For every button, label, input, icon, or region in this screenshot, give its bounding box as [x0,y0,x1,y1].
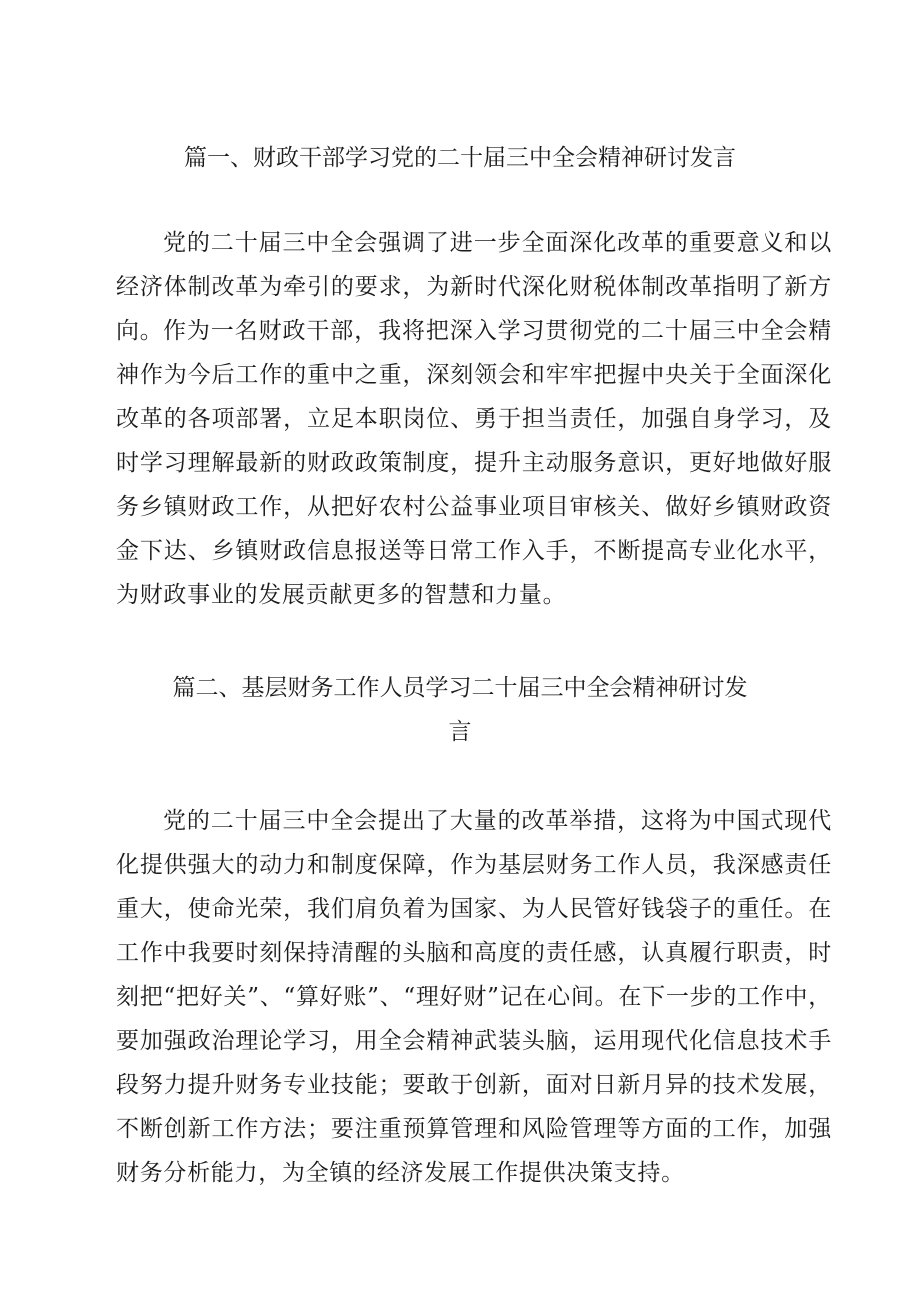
section-2-title-line-2: 言 [448,719,472,745]
section-1-paragraph-1: 党的二十届三中全会强调了进一步全面深化改革的重要意义和以经济体制改革为牵引的要求，为新时代深化财税体制改革指明了新方向。 [116,230,832,344]
section-2-title-line-1: 篇二、基层财务工作人员学习二十届三中全会精神研讨发 [172,675,748,701]
section-1-paragraph-2: 作为一名财政干部，我将把深入学习贯彻党的二十届三中全会精神作为今后工作的重中之重，深刻领会和牢牢把握中央关于全面深化改革的各项部署，立足本职岗位、勇于担当责任，加强自身学习，及时学习理解最新的财政政策制度，提升主动服务意识，更好地做好服务乡镇财政工作，从把好农村公益事业项目审核关、做好乡镇财政资金下达、乡镇财政信息报送等日常工作入手，不断提高专业化水平，为财政事业的发展贡献更多的智慧和力量。 [116,318,832,608]
section-2-paragraph-1: 党的二十届三中全会提出了大量的改革举措，这将为中国式现代化提供强大的动力和制度保障，作为基层财务工作人员，我深感责任重大，使命光荣，我们肩负着为国家、为人民管好钱袋子的重任。在工作中我要时刻保持清醒的头脑和高度的责任感，认真履行职责，时刻把“把好关”、“算好账”、“理好财”记在心间。在下一步的工作中，要加强政治理论学习，用全会精神武装头脑，运用现代化信息技术手段努力提升财务专业技能；要敢于创新，面对日新月异的技术发展，不断创新工作方法；要注重预算管理和风险管理等方面的工作，加强财务分析能力，为全镇的经济发展工作提供决策支持。 [116,808,832,1186]
section-1-title: 篇一、财政干部学习党的二十届三中全会精神研讨发言 [184,145,736,171]
